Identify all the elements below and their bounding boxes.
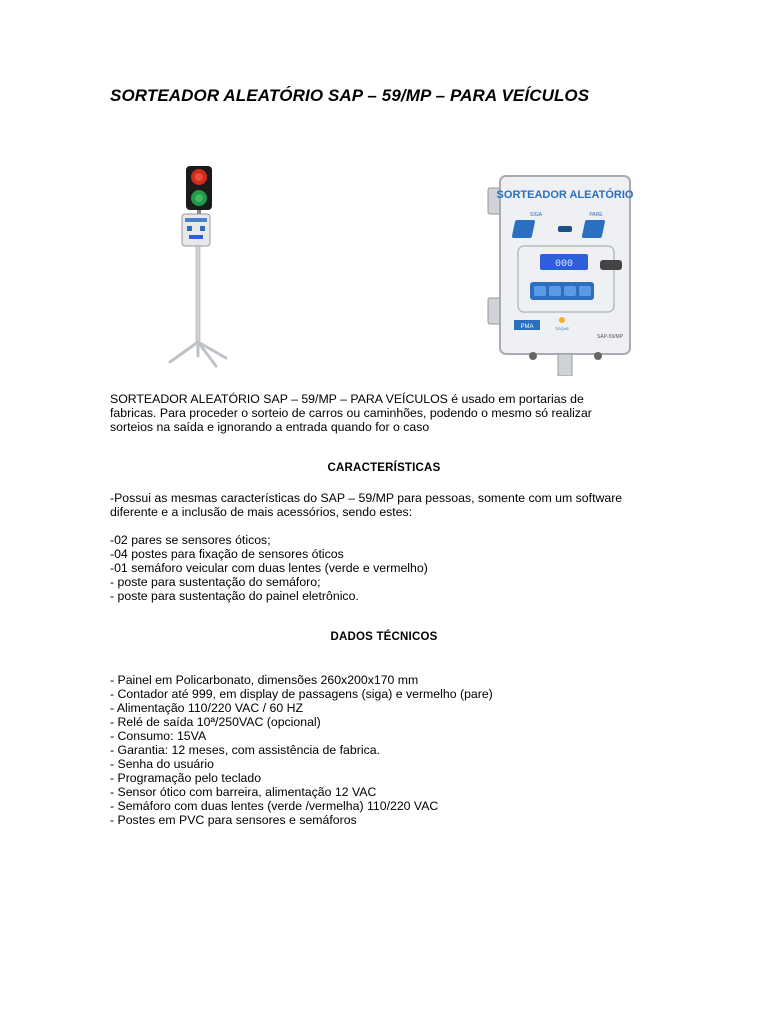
- specs-list-item: - Programação pelo teclado: [110, 771, 262, 785]
- specs-list-item: - Sensor ótico com barreira, alimentação 12 VAC: [110, 785, 377, 799]
- specs-list-item: - Contador até 999, em display de passagens (siga) e vermelho (pare): [110, 687, 493, 701]
- panel-led-label: TOQUE: [554, 326, 570, 331]
- specs-list-item: - Senha do usuário: [110, 757, 214, 771]
- traffic-light-pole-image: [160, 160, 236, 370]
- specs-list-item: - Garantia: 12 meses, com assistência de fabrica.: [110, 743, 380, 757]
- features-list-item: -04 postes para fixação de sensores óticos: [110, 547, 344, 561]
- features-intro-line: diferente e a inclusão de mais acessórios, sendo estes:: [110, 505, 413, 519]
- panel-display-value: 000: [554, 259, 574, 270]
- intro-paragraph: [110, 392, 592, 434]
- panel-pare-label: PARE: [589, 212, 603, 218]
- panel-model-label: SAP-59/MP: [596, 334, 624, 340]
- intro-line: sorteios na saída e ignorando a entrada quando for o caso: [110, 420, 430, 434]
- features-intro: [110, 491, 622, 519]
- panel-siga-label: SIGA: [530, 212, 542, 218]
- specs-list-item: - Consumo: 15VA: [110, 729, 207, 743]
- features-list-item: - poste para sustentação do semáforo;: [110, 575, 321, 589]
- features-list-item: - poste para sustentação do painel eletrônico.: [110, 589, 359, 603]
- specs-list-item: - Semáforo com duas lentes (verde /vermelha) 110/220 VAC: [110, 799, 439, 813]
- intro-line: SORTEADOR ALEATÓRIO SAP – 59/MP – PARA VEÍCULOS é usado em portarias de: [110, 392, 584, 406]
- specs-list-item: - Relé de saída 10ª/250VAC (opcional): [110, 715, 321, 729]
- features-intro-line: -Possui as mesmas características do SAP – 59/MP para pessoas, somente com um software: [110, 491, 623, 505]
- intro-line: fabricas. Para proceder o sorteio de carros ou caminhões, podendo o mesmo só realizar: [110, 406, 592, 420]
- panel-title-text: SORTEADOR ALEATÓRIO: [496, 189, 634, 201]
- document-title: SORTEADOR ALEATÓRIO SAP – 59/MP – PARA VEÍCULOS: [110, 86, 590, 105]
- specs-list-item: - Alimentação 110/220 VAC / 60 HZ: [110, 701, 303, 715]
- specs-heading: DADOS TÉCNICOS: [330, 631, 438, 643]
- features-list-item: -02 pares se sensores óticos;: [110, 533, 271, 547]
- features-list: [110, 533, 428, 603]
- panel-brand-label: PMA: [520, 324, 534, 330]
- specs-list-item: - Postes em PVC para sensores e semáforos: [110, 813, 357, 827]
- control-panel-image: [478, 170, 650, 376]
- specs-list: [110, 673, 493, 827]
- features-list-item: -01 semáforo veicular com duas lentes (verde e vermelho): [110, 561, 428, 575]
- features-heading: CARACTERÍSTICAS: [327, 462, 441, 474]
- specs-list-item: - Painel em Policarbonato, dimensões 260x200x170 mm: [110, 673, 419, 687]
